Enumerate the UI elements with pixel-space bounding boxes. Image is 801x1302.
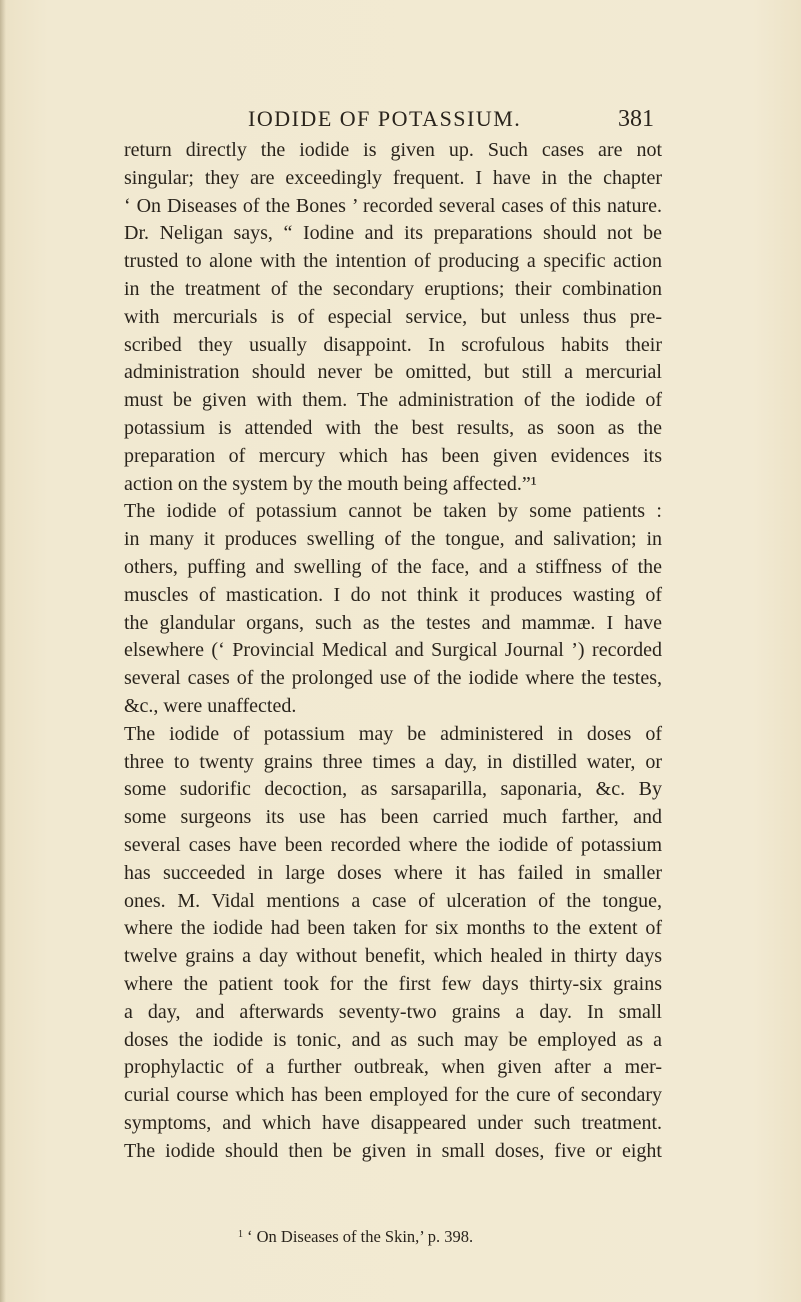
body-text xyxy=(124,137,662,1165)
text-line: &c., were unaffected. xyxy=(124,694,297,717)
page-gutter-shadow xyxy=(0,0,6,1302)
text-line: with mercurials is of especial service, but unless thus pre- xyxy=(124,305,662,328)
text-line: doses the iodide is tonic, and as such may be employed as a xyxy=(124,1028,662,1051)
text-line: ‘ On Diseases of the Bones ’ recorded several cases of this nature. xyxy=(124,194,662,217)
text-line: some surgeons its use has been carried much farther, and xyxy=(124,806,662,829)
footnote xyxy=(238,1226,473,1248)
text-line: administration should never be omitted, but still a mercurial xyxy=(124,361,662,384)
text-line: ones. M. Vidal mentions a case of ulceration of the tongue, xyxy=(124,889,662,912)
page-number: 381 xyxy=(618,106,654,132)
footnote-marker: 1 xyxy=(238,1229,243,1240)
text-line: several cases of the prolonged use of the iodide where the testes, xyxy=(124,667,662,690)
text-line: in many it produces swelling of the tongue, and salivation; in xyxy=(124,528,662,551)
text-line: potassium is attended with the best results, as soon as the xyxy=(124,416,662,439)
text-line: preparation of mercury which has been given evidences its xyxy=(124,444,662,467)
text-line: three to twenty grains three times a day, in distilled water, or xyxy=(124,750,662,773)
text-line: singular; they are exceedingly frequent. I have in the chapter xyxy=(124,166,662,189)
page-header xyxy=(0,104,801,134)
text-line: curial course which has been employed for the cure of secondary xyxy=(124,1084,662,1107)
text-line: prophylactic of a further outbreak, when given after a mer- xyxy=(124,1056,662,1079)
text-line: where the iodide had been taken for six months to the extent of xyxy=(124,917,662,940)
text-line: The iodide of potassium cannot be taken by some patients : xyxy=(124,500,662,523)
text-line: trusted to alone with the intention of producing a specific action xyxy=(124,250,662,273)
text-line: muscles of mastication. I do not think it produces wasting of xyxy=(124,583,662,606)
text-line: action on the system by the mouth being affected.”¹ xyxy=(124,472,537,495)
text-line: must be given with them. The administration of the iodide of xyxy=(124,389,662,412)
text-line: where the patient took for the first few days thirty-six grains xyxy=(124,972,662,995)
text-line: Dr. Neligan says, “ Iodine and its preparations should not be xyxy=(124,222,662,245)
text-line: some sudorific decoction, as sarsaparilla, saponaria, &c. By xyxy=(124,778,662,801)
text-line: The iodide should then be given in small doses, five or eight xyxy=(124,1139,662,1162)
text-line: several cases have been recorded where the iodide of potassium xyxy=(124,833,662,856)
footnote-text: ‘ On Diseases of the Skin,’ p. 398. xyxy=(247,1227,474,1246)
text-line: a day, and afterwards seventy-two grains a day. In small xyxy=(124,1000,662,1023)
text-line: elsewhere (‘ Provincial Medical and Surgical Journal ’) recorded xyxy=(124,639,662,662)
text-line: in the treatment of the secondary eruptions; their combination xyxy=(124,277,662,300)
running-head: IODIDE OF POTASSIUM. xyxy=(248,106,522,131)
text-line: The iodide of potassium may be administered in doses of xyxy=(124,722,662,745)
text-line: has succeeded in large doses where it has failed in smaller xyxy=(124,861,662,884)
text-line: scribed they usually disappoint. In scrofulous habits their xyxy=(124,333,662,356)
text-line: twelve grains a day without benefit, which healed in thirty days xyxy=(124,945,662,968)
text-line: return directly the iodide is given up. Such cases are not xyxy=(124,139,662,161)
text-line: symptoms, and which have disappeared under such treatment. xyxy=(124,1111,662,1134)
text-line: the glandular organs, such as the testes and mammæ. I have xyxy=(124,611,662,634)
text-line: others, puffing and swelling of the face, and a stiffness of the xyxy=(124,555,662,578)
